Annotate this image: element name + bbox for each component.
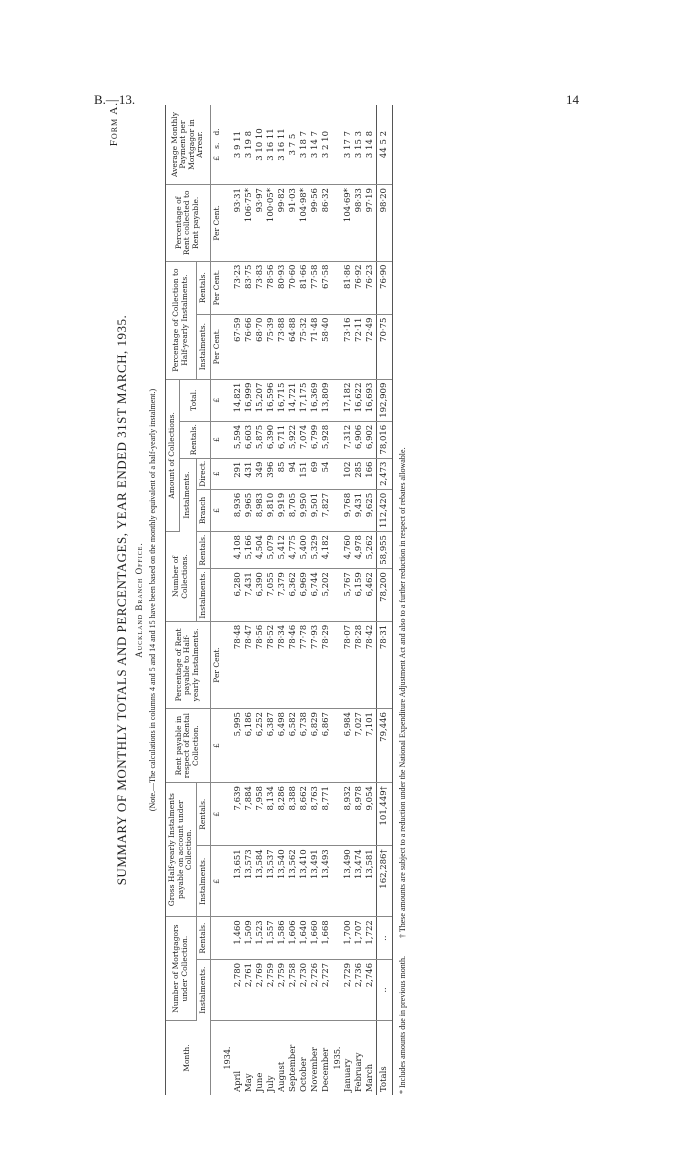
cell-amount-rentals: 5,594: [233, 421, 244, 458]
col-direct: Direct.: [196, 458, 210, 489]
cell-pct-rent-collected: 99·82: [277, 185, 288, 262]
office-subtitle: Auckland Branch Office.: [134, 542, 144, 658]
cell-mortgagors-rentals: 1,523: [255, 917, 266, 960]
cell-collections-rentals: 4,504: [255, 532, 266, 569]
table-body: [210, 105, 233, 1095]
cell-gross-rentals: 8,662: [299, 783, 310, 846]
cell-direct: 85: [277, 458, 288, 489]
col-amount-rentals: Rentals.: [179, 421, 210, 458]
cell-rent-payable: 6,252: [255, 709, 266, 783]
cell-amount-rentals: 5,922: [288, 421, 299, 458]
cell-month: November: [310, 1047, 320, 1092]
cell-mortgagors-rentals: 1,700: [343, 917, 354, 960]
cell-mortgagors-instalments: 2,761: [244, 959, 255, 1020]
cell-branch: 8,983: [255, 489, 266, 531]
cell-mortgagors-rentals: 1,660: [310, 917, 321, 960]
cell-gross-rentals: 8,388: [288, 783, 299, 846]
col-pct-rent-collected: Percentage of Rent collected to Rent payable.: [166, 185, 211, 262]
totals-row: [376, 105, 392, 1095]
cell-pct-rent-half: 78·28: [354, 621, 365, 708]
cell-collections-instalments: 6,744: [310, 569, 321, 622]
report-reference: B.—13.: [94, 92, 136, 107]
cell-collections-instalments: 6,280: [233, 569, 244, 622]
cell-pct-rentals: 80·93: [277, 261, 288, 314]
cell-gross-rentals: 8,763: [310, 783, 321, 846]
cell-collections-instalments: 7,055: [266, 569, 277, 622]
cell-gross-rentals: 101,449†: [376, 783, 392, 846]
cell-direct: 396: [266, 458, 277, 489]
col-mortgagors-rentals: Rentals.: [196, 917, 210, 960]
rows-1935: [343, 105, 377, 1095]
cell-collections-rentals: 5,412: [277, 532, 288, 569]
cell-branch: 9,501: [310, 489, 321, 531]
cell-pct-rentals: 77·58: [310, 261, 321, 314]
cell-direct: 431: [244, 458, 255, 489]
cell-pct-instalments: 76·66: [244, 314, 255, 379]
cell-pct-instalments: 71·48: [310, 314, 321, 379]
cell-mortgagors-instalments: 2,730: [299, 959, 310, 1020]
cell-mortgagors-instalments: 2,746: [365, 959, 377, 1020]
cell-mortgagors-instalments: 2,758: [288, 959, 299, 1020]
unit-cell: Per Cent.: [210, 185, 222, 262]
cell-amount-rentals: 5,875: [255, 421, 266, 458]
col-pct-collection: Percentage of Collection to Half-yearly Instalments.: [166, 261, 197, 379]
cell-amount-total: 17,182: [343, 379, 354, 421]
cell-amount-total: 192,909: [376, 379, 392, 421]
cell-gross-instalments: 13,581: [365, 846, 377, 917]
cell-amount-total: 16,715: [277, 379, 288, 421]
col-amount-total: Total.: [179, 379, 210, 421]
cell-amount-total: 16,596: [266, 379, 277, 421]
cell-gross-instalments: 13,540: [277, 846, 288, 917]
unit-cell: Per Cent.: [210, 314, 222, 379]
summary-table: [165, 105, 393, 1095]
cell-gross-rentals: 9,054: [365, 783, 377, 846]
col-pct-rent-half: Percentage of Rent payable to Half-yearly Instalments.: [166, 621, 211, 708]
cell-pct-rent-collected: 104·69*: [343, 185, 354, 262]
cell-pct-instalments: 64·88: [288, 314, 299, 379]
cell-mortgagors-rentals: 1,722: [365, 917, 377, 960]
table-row: [288, 105, 299, 1095]
cell-direct: 291: [233, 458, 244, 489]
cell-collections-instalments: 5,202: [321, 569, 332, 622]
cell-average-payment: 3 14 7: [310, 105, 321, 185]
col-collections-rentals: Rentals.: [196, 532, 210, 569]
cell-collections-instalments: 6,159: [354, 569, 365, 622]
unit-pence: d.: [211, 128, 221, 136]
cell-pct-rent-half: 78·29: [321, 621, 332, 708]
cell-branch: 9,919: [277, 489, 288, 531]
cell-pct-rentals: 76·23: [365, 261, 377, 314]
cell-pct-rentals: 73·23: [233, 261, 244, 314]
table-row: [255, 105, 266, 1095]
col-average-payment: Average Monthly Payment per Mortgagor in Arrear.: [166, 105, 211, 185]
unit-cell: £: [210, 783, 222, 846]
table-row: [354, 105, 365, 1095]
cell-pct-rentals: 81·86: [343, 261, 354, 314]
unit-cell: [210, 532, 222, 569]
cell-mortgagors-instalments: 2,759: [277, 959, 288, 1020]
cell-collections-instalments: 7,379: [277, 569, 288, 622]
cell-pct-instalments: 70·75: [376, 314, 392, 379]
cell-branch: 8,936: [233, 489, 244, 531]
cell-mortgagors-rentals: 1,707: [354, 917, 365, 960]
cell-pct-rent-collected: 86·32: [321, 185, 332, 262]
cell-rent-payable: 6,738: [299, 709, 310, 783]
unit-cell: £: [210, 709, 222, 783]
cell-mortgagors-rentals: 1,606: [288, 917, 299, 960]
cell-average-payment: 3 14 8: [365, 105, 377, 185]
cell-mortgagors-rentals: 1,668: [321, 917, 332, 960]
cell-gross-rentals: 8,978: [354, 783, 365, 846]
cell-month: July: [266, 1075, 276, 1092]
cell-collections-instalments: 6,390: [255, 569, 266, 622]
form-label: Form A.: [108, 102, 120, 147]
col-pct-instalments: Instalments.: [196, 314, 210, 379]
cell-collections-rentals: 5,262: [365, 532, 377, 569]
cell-average-payment: 3 2 10: [321, 105, 332, 185]
cell-amount-rentals: 7,074: [299, 421, 310, 458]
col-mortgagors-instalments: Instalments.: [196, 959, 210, 1020]
cell-pct-instalments: 73·16: [343, 314, 354, 379]
cell-gross-instalments: 13,410: [299, 846, 310, 917]
cell-gross-rentals: 8,134: [266, 783, 277, 846]
unit-cell: £: [210, 379, 222, 421]
cell-month: June: [255, 1072, 265, 1092]
cell-direct: 69: [310, 458, 321, 489]
col-gross-instalments: Gross Half-yearly Instalments payable on account under Collection.: [166, 783, 197, 917]
cell-pct-rentals: 76·92: [354, 261, 365, 314]
col-gross-instalments-sub: Instalments.: [196, 846, 210, 917]
cell-gross-rentals: 8,286: [277, 783, 288, 846]
cell-pct-rent-half: 77·78: [299, 621, 310, 708]
cell-amount-rentals: 6,711: [277, 421, 288, 458]
cell-pct-instalments: 72·49: [365, 314, 377, 379]
col-number-collections: Number of Collections.: [166, 532, 197, 622]
cell-collections-rentals: 5,329: [310, 532, 321, 569]
cell-branch: 9,768: [343, 489, 354, 531]
year-row: [332, 105, 343, 1095]
cell-collections-rentals: 5,166: [244, 532, 255, 569]
cell-mortgagors-rentals: 1,640: [299, 917, 310, 960]
cell-collections-rentals: 4,108: [233, 532, 244, 569]
col-collections-instalments: Instalments.: [196, 569, 210, 622]
cell-pct-instalments: 68·70: [255, 314, 266, 379]
cell-month: May: [244, 1073, 254, 1092]
cell-month: April: [233, 1070, 243, 1092]
cell-direct: 166: [365, 458, 377, 489]
cell-gross-instalments: 13,491: [310, 846, 321, 917]
cell-month: February: [354, 1052, 364, 1092]
cell-pct-rentals: 67·58: [321, 261, 332, 314]
cell-pct-instalments: 72·11: [354, 314, 365, 379]
cell-average-payment: 3 9 11: [233, 105, 244, 185]
unit-cell: [210, 959, 222, 1020]
col-amount-collections: Amount of Collections.: [166, 379, 180, 531]
cell-pct-instalments: 75·39: [266, 314, 277, 379]
cell-amount-total: 17,175: [299, 379, 310, 421]
cell-mortgagors-instalments: 2,726: [310, 959, 321, 1020]
cell-average-payment: 3 16 11: [266, 105, 277, 185]
cell-rent-payable: 7,027: [354, 709, 365, 783]
cell-pct-rentals: 78·56: [266, 261, 277, 314]
cell-direct: 94: [288, 458, 299, 489]
cell-pct-rentals: 76·90: [376, 261, 392, 314]
cell-branch: 112,420: [376, 489, 392, 531]
unit-cell: [210, 569, 222, 622]
cell-branch: 9,625: [365, 489, 377, 531]
cell-amount-rentals: 6,906: [354, 421, 365, 458]
cell-mortgagors-rentals: 1,460: [233, 917, 244, 960]
cell-month: August: [277, 1061, 287, 1092]
cell-gross-instalments: 13,562: [288, 846, 299, 917]
cell-pct-rent-half: 78·46: [288, 621, 299, 708]
cell-mortgagors-rentals: 1,586: [277, 917, 288, 960]
cell-amount-total: 14,821: [233, 379, 244, 421]
cell-collections-rentals: 4,760: [343, 532, 354, 569]
table-row: [299, 105, 310, 1095]
cell-direct: 349: [255, 458, 266, 489]
cell-pct-rent-collected: 93·31: [233, 185, 244, 262]
cell-pct-rent-half: 78·52: [266, 621, 277, 708]
cell-mortgagors-instalments: 2,759: [266, 959, 277, 1020]
cell-pct-rent-half: 78·34: [277, 621, 288, 708]
cell-amount-rentals: 78,016: [376, 421, 392, 458]
cell-pct-instalments: 75·32: [299, 314, 310, 379]
units-row: [210, 105, 222, 1095]
table-row: [266, 105, 277, 1095]
col-gross-rentals: Rentals.: [196, 783, 210, 846]
cell-amount-total: 16,999: [244, 379, 255, 421]
cell-mortgagors-instalments: 2,736: [354, 959, 365, 1020]
cell-rent-payable: 6,186: [244, 709, 255, 783]
cell-mortgagors-rentals: ..: [376, 917, 392, 960]
cell-rent-payable: 6,984: [343, 709, 354, 783]
table-row: [365, 105, 377, 1095]
cell-mortgagors-rentals: 1,509: [244, 917, 255, 960]
table-title: SUMMARY OF MONTHLY TOTALS AND PERCENTAGES, YEAR ENDED 31ST MARCH, 1935.: [114, 314, 129, 886]
year-label: 1934.: [222, 1046, 232, 1070]
cell-pct-rent-collected: 98·33: [354, 185, 365, 262]
cell-average-payment: 3 16 11: [277, 105, 288, 185]
cell-collections-instalments: 78,200: [376, 569, 392, 622]
col-pct-rentals: Rentals.: [196, 261, 210, 314]
cell-pct-rent-collected: 93·97: [255, 185, 266, 262]
totals-group: [376, 105, 392, 1095]
col-rent-payable: Rent payable in respect of Rental Collection.: [166, 709, 211, 783]
cell-rent-payable: 6,867: [321, 709, 332, 783]
cell-amount-total: 13,809: [321, 379, 332, 421]
footnotes: [398, 100, 407, 1094]
table-row: [233, 105, 244, 1095]
cell-amount-rentals: 6,603: [244, 421, 255, 458]
cell-collections-rentals: 4,775: [288, 532, 299, 569]
cell-amount-rentals: 7,312: [343, 421, 354, 458]
cell-pct-rent-collected: 104·98*: [299, 185, 310, 262]
cell-average-payment: 3 18 7: [299, 105, 310, 185]
table-header: [166, 105, 211, 1095]
cell-gross-instalments: 162,286†: [376, 846, 392, 917]
cell-pct-rent-collected: 100·05*: [266, 185, 277, 262]
unit-shillings: s.: [211, 142, 221, 149]
cell-gross-rentals: 7,639: [233, 783, 244, 846]
cell-gross-rentals: 8,932: [343, 783, 354, 846]
cell-amount-rentals: 6,390: [266, 421, 277, 458]
unit-cell: £: [210, 421, 222, 458]
cell-pct-rent-half: 78·56: [255, 621, 266, 708]
year-label: 1935.: [332, 1046, 342, 1070]
cell-rent-payable: 5,995: [233, 709, 244, 783]
cell-month: September: [288, 1044, 298, 1092]
cell-pct-rentals: 70·60: [288, 261, 299, 314]
cell-pct-rent-collected: 98·20: [376, 185, 392, 262]
unit-cell: [210, 1021, 222, 1096]
cell-gross-instalments: 13,490: [343, 846, 354, 917]
cell-collections-rentals: 4,978: [354, 532, 365, 569]
cell-rent-payable: 7,101: [365, 709, 377, 783]
cell-pct-rent-half: 77·93: [310, 621, 321, 708]
cell-pct-rentals: 83·75: [244, 261, 255, 314]
cell-gross-rentals: 7,958: [255, 783, 266, 846]
cell-mortgagors-instalments: 2,729: [343, 959, 354, 1020]
cell-direct: 2,473: [376, 458, 392, 489]
col-mortgagors: Number of Mortgagors under Collection.: [166, 917, 197, 1021]
cell-pct-rent-collected: 99·56: [310, 185, 321, 262]
cell-collections-instalments: 6,462: [365, 569, 377, 622]
col-amount-instalments: Instalments.: [179, 458, 196, 532]
footnote-dagger: † These amounts are subject to a reduction under the National Expenditure Adjustment Act and also to a further reduction in respect of rebates allowable.: [397, 447, 407, 939]
cell-collections-rentals: 58,955: [376, 532, 392, 569]
cell-pct-rent-collected: 97·19: [365, 185, 377, 262]
cell-gross-rentals: 8,771: [321, 783, 332, 846]
cell-pct-rent-half: 78·47: [244, 621, 255, 708]
cell-mortgagors-rentals: 1,557: [266, 917, 277, 960]
cell-gross-instalments: 13,474: [354, 846, 365, 917]
cell-month: December: [321, 1047, 331, 1092]
col-branch: Branch: [196, 489, 210, 531]
cell-average-payment: 3 7 5: [288, 105, 299, 185]
cell-amount-total: 15,207: [255, 379, 266, 421]
cell-branch: 9,965: [244, 489, 255, 531]
cell-amount-rentals: 6,799: [310, 421, 321, 458]
cell-amount-total: 16,369: [310, 379, 321, 421]
cell-collections-rentals: 5,079: [266, 532, 277, 569]
cell-collections-instalments: 6,362: [288, 569, 299, 622]
table-row: [321, 105, 332, 1095]
unit-cell: Per Cent.: [210, 621, 222, 708]
cell-month: October: [299, 1057, 309, 1092]
unit-cell: £: [210, 458, 222, 489]
cell-rent-payable: 6,498: [277, 709, 288, 783]
cell-branch: 9,431: [354, 489, 365, 531]
cell-gross-instalments: 13,651: [233, 846, 244, 917]
cell-branch: 9,950: [299, 489, 310, 531]
cell-month: Totals: [376, 1021, 392, 1096]
cell-pct-rent-half: 78·07: [343, 621, 354, 708]
cell-collections-instalments: 7,431: [244, 569, 255, 622]
cell-direct: 54: [321, 458, 332, 489]
cell-collections-instalments: 5,767: [343, 569, 354, 622]
page-number: 14: [566, 92, 579, 107]
cell-pct-rent-half: 78·42: [365, 621, 377, 708]
cell-average-payment: 3 19 8: [244, 105, 255, 185]
cell-collections-rentals: 5,400: [299, 532, 310, 569]
rows-1934: [233, 105, 332, 1095]
cell-mortgagors-instalments: 2,769: [255, 959, 266, 1020]
cell-average-payment: 44 5 2: [376, 105, 392, 185]
table-row: [277, 105, 288, 1095]
cell-pct-instalments: 67·59: [233, 314, 244, 379]
cell-pct-rentals: 73·83: [255, 261, 266, 314]
cell-amount-total: 16,622: [354, 379, 365, 421]
unit-cell: £: [210, 846, 222, 917]
year-row: [222, 105, 233, 1095]
unit-cell: £: [210, 489, 222, 531]
cell-pct-rent-half: 78·48: [233, 621, 244, 708]
cell-month: January: [343, 1058, 353, 1092]
cell-amount-rentals: 6,902: [365, 421, 377, 458]
cell-rent-payable: 79,446: [376, 709, 392, 783]
cell-gross-instalments: 13,584: [255, 846, 266, 917]
cell-pct-instalments: 73·88: [277, 314, 288, 379]
calculation-note: (Note.—The calculations in columns 4 and 5 and 14 and 15 have been based on the monthly equivalent of a half-yearly instalment.): [148, 388, 157, 812]
table-row: [244, 105, 255, 1095]
cell-gross-rentals: 7,884: [244, 783, 255, 846]
cell-direct: 151: [299, 458, 310, 489]
table-row: [310, 105, 321, 1095]
cell-average-payment: 3 15 3: [354, 105, 365, 185]
cell-average-payment: 3 10 10: [255, 105, 266, 185]
cell-branch: 9,810: [266, 489, 277, 531]
cell-amount-total: 16,693: [365, 379, 377, 421]
cell-mortgagors-instalments: ..: [376, 959, 392, 1020]
cell-branch: 7,827: [321, 489, 332, 531]
footnote-star: * Includes amounts due in previous month.: [397, 956, 407, 1094]
cell-rent-payable: 6,582: [288, 709, 299, 783]
table-row: [343, 105, 354, 1095]
col-month: Month.: [166, 1021, 211, 1096]
cell-collections-instalments: 6,969: [299, 569, 310, 622]
unit-cell: [210, 105, 222, 185]
cell-rent-payable: 6,829: [310, 709, 321, 783]
cell-pct-rent-collected: 91·03: [288, 185, 299, 262]
cell-mortgagors-instalments: 2,727: [321, 959, 332, 1020]
rotated-table-page: [110, 100, 590, 1100]
cell-gross-instalments: 13,573: [244, 846, 255, 917]
cell-branch: 8,705: [288, 489, 299, 531]
unit-pound: £: [211, 156, 221, 161]
cell-rent-payable: 6,387: [266, 709, 277, 783]
unit-cell: Per Cent.: [210, 261, 222, 314]
cell-direct: 285: [354, 458, 365, 489]
cell-amount-rentals: 5,928: [321, 421, 332, 458]
unit-cell: [210, 917, 222, 960]
cell-direct: 102: [343, 458, 354, 489]
year-1935-group: [332, 105, 343, 1095]
cell-gross-instalments: 13,537: [266, 846, 277, 917]
cell-pct-rent-half: 78·31: [376, 621, 392, 708]
cell-average-payment: 3 17 7: [343, 105, 354, 185]
cell-pct-rent-collected: 106·75*: [244, 185, 255, 262]
cell-pct-instalments: 58·40: [321, 314, 332, 379]
cell-gross-instalments: 13,493: [321, 846, 332, 917]
cell-pct-rentals: 81·66: [299, 261, 310, 314]
cell-amount-total: 14,721: [288, 379, 299, 421]
cell-month: March: [365, 1063, 375, 1092]
cell-collections-rentals: 4,182: [321, 532, 332, 569]
cell-mortgagors-instalments: 2,780: [233, 959, 244, 1020]
